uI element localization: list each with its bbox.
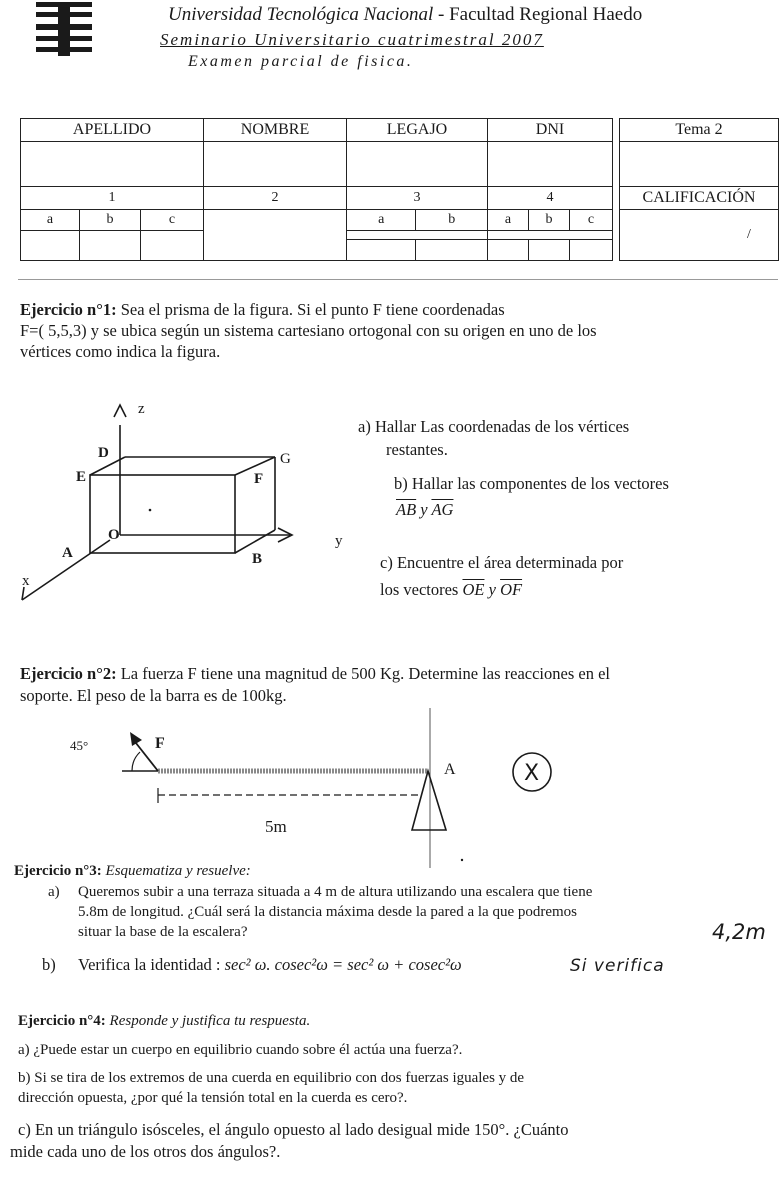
ex4-title-line <box>18 1010 310 1030</box>
ex3b-header: b <box>416 210 488 231</box>
label-x: x <box>22 573 30 589</box>
dni-field[interactable] <box>488 142 613 187</box>
ex3-b-line <box>78 955 462 975</box>
ex1b-header: b <box>80 210 141 231</box>
label-y: y <box>335 533 343 549</box>
faculty-name: - Facultad Regional Haedo <box>433 4 643 25</box>
ex1-a-line2: restantes. <box>386 440 448 459</box>
student-info-table <box>20 118 779 261</box>
vector-OE: $\overline{OE}$ <box>462 580 485 599</box>
vector-AB: $\overline{AB}$ <box>396 500 417 519</box>
ex1-score-header: 1 <box>21 187 204 210</box>
ex2-line1 <box>20 664 610 684</box>
label-E: E <box>76 469 87 485</box>
ex1-text1: Sea el prisma de la figura. Si el punto F tiene coordenadas <box>116 300 505 319</box>
ex3-b-label: b) <box>42 955 56 974</box>
ex4-title: Ejercicio n°4: <box>18 1013 106 1029</box>
nombre-header: NOMBRE <box>204 119 347 142</box>
grade-mark: / <box>747 227 751 242</box>
ex1a-cell <box>21 231 80 261</box>
z-arrowhead <box>114 405 126 417</box>
label-B: B <box>252 551 263 567</box>
label-G: G <box>280 451 291 467</box>
ex1-line1 <box>20 300 505 320</box>
ex1c-header: c <box>141 210 204 231</box>
exam-title: Examen parcial de fisica. <box>188 53 414 70</box>
force-label: F <box>155 735 165 752</box>
ex1-b-vectors <box>396 500 453 520</box>
support-triangle <box>412 771 446 830</box>
ex3b-cell <box>416 240 488 261</box>
ex1-line2: F=( 5,5,3) y se ubica según un sistema cartesiano ortogonal con su origen en uno de los <box>20 321 597 340</box>
ex3a-header: a <box>347 210 416 231</box>
ex3-note: Si verifica <box>570 956 665 976</box>
ex3-title: Ejercicio n°3: <box>14 863 102 879</box>
ex3-sub: Esquematiza y resuelve: <box>101 863 251 879</box>
ex1-line3: vértices como indica la figura. <box>20 342 221 361</box>
ex4b-cell <box>529 240 570 261</box>
ex3-a-label: a) <box>48 884 60 900</box>
ex1c-cell <box>141 231 204 261</box>
vector-OF: $\overline{OF}$ <box>500 580 523 599</box>
seminar-title: Seminario Universitario cuatrimestral 2007 <box>160 30 544 49</box>
ex4-c-line2: mide cada uno de los otros dos ángulos?. <box>10 1142 281 1161</box>
label-O: O <box>108 527 120 543</box>
ex2-score-header: 2 <box>204 187 347 210</box>
ex4-sub: Responde y justifica tu respuesta. <box>105 1013 311 1029</box>
ex3-a-line2: 5.8m de longitud. ¿Cuál será la distancia máxima desde la pared a la que podremos <box>78 904 578 920</box>
ex1a-header: a <box>21 210 80 231</box>
label-z: z <box>138 401 145 417</box>
support-label: A <box>444 761 456 778</box>
ex1b-cell <box>80 231 141 261</box>
ex3a-cell <box>347 240 416 261</box>
tema-field <box>620 142 779 187</box>
angle-label: 45° <box>70 738 89 753</box>
ex3-title-line <box>14 860 251 880</box>
vector-AG: $\overline{AG}$ <box>431 500 454 519</box>
university-title: Universidad Tecnológica Nacional <box>168 4 434 25</box>
ex1-c-line1: c) Encuentre el área determinada por <box>380 553 624 572</box>
legajo-field[interactable] <box>347 142 488 187</box>
apellido-header: APELLIDO <box>21 119 204 142</box>
ex3-a-line3: situar la base de la escalera? <box>78 924 248 940</box>
ex1-c-text: los vectores <box>380 580 463 599</box>
label-A: A <box>62 545 73 561</box>
ex4c-header: c <box>570 210 613 231</box>
ex1-title: Ejercicio n°1: <box>20 300 117 319</box>
angle-arc <box>132 752 140 771</box>
ex1-c-conj: y <box>484 580 501 599</box>
ex2-line2: soporte. El peso de la barra es de 100kg. <box>20 686 287 705</box>
dot <box>149 509 152 512</box>
utn-logo <box>30 0 98 58</box>
ex3-score-header: 3 <box>347 187 488 210</box>
calificacion-header: CALIFICACIÓN <box>620 187 779 210</box>
apellido-field[interactable] <box>21 142 204 187</box>
ex3-answer: 4,2m <box>712 920 766 944</box>
dni-header: DNI <box>488 119 613 142</box>
ex1-b-conj: y <box>416 500 432 519</box>
length-label: 5m <box>265 817 287 836</box>
ex1-a-line1: a) Hallar Las coordenadas de los vértices <box>358 417 630 436</box>
calificacion-cell <box>620 210 779 261</box>
cross-mark: X <box>524 761 540 786</box>
ex1-b-line1: b) Hallar las componentes de los vectores <box>394 474 669 493</box>
ex4-a: a) ¿Puede estar un cuerpo en equilibrio cuando sobre él actúa una fuerza?. <box>18 1042 463 1058</box>
label-F: F <box>254 471 264 487</box>
ex4a-header: a <box>488 210 529 231</box>
ex4-b-line2: dirección opuesta, ¿por qué la tensión total en la cuerda es cero?. <box>18 1090 408 1106</box>
ex4c-cell <box>570 240 613 261</box>
ex3-a-line1: Queremos subir a una terraza situada a 4 m de altura utilizando una escalera que tiene <box>78 884 593 900</box>
ex4b-header: b <box>529 210 570 231</box>
ex4-spacer <box>488 231 613 240</box>
ex3-spacer <box>347 231 488 240</box>
beam-figure <box>60 708 580 868</box>
ex3-identity: sec² ω. cosec²ω = sec² ω + cosec²ω <box>224 955 462 974</box>
ex2-text1: La fuerza F tiene una magnitud de 500 Kg. Determine las reacciones en el <box>116 664 610 683</box>
ex3-b-text: Verifica la identidad : <box>78 955 221 974</box>
label-D: D <box>98 445 109 461</box>
dot2 <box>461 859 463 861</box>
legajo-header: LEGAJO <box>347 119 488 142</box>
ex1-c-line2 <box>380 580 522 600</box>
ex4-score-header: 4 <box>488 187 613 210</box>
divider <box>18 279 778 280</box>
prism-figure <box>10 395 360 615</box>
tema-header: Tema 2 <box>620 119 779 142</box>
university-name <box>168 4 642 26</box>
nombre-field[interactable] <box>204 142 347 187</box>
ex2-title: Ejercicio n°2: <box>20 664 117 683</box>
ex2-score-cell <box>204 210 347 261</box>
ex4-b-line1: b) Si se tira de los extremos de una cuerda en equilibrio con dos fuerzas iguales y de <box>18 1070 525 1086</box>
ex4-c-line1: c) En un triángulo isósceles, el ángulo opuesto al lado desigual mide 150°. ¿Cuánto <box>18 1120 569 1139</box>
table-gap <box>613 119 620 261</box>
edge-B-back <box>235 530 275 553</box>
ex4a-cell <box>488 240 529 261</box>
